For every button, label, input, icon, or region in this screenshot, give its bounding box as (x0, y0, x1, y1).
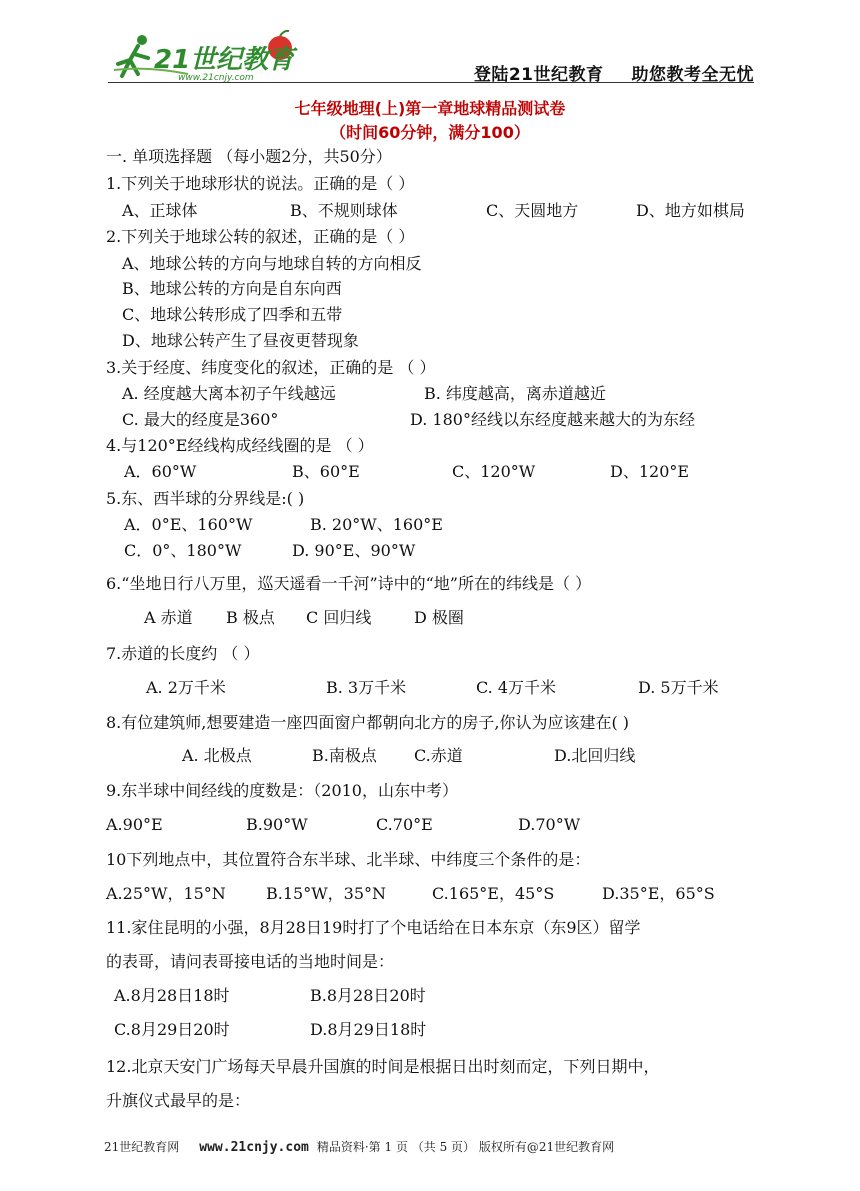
option[interactable]: C.赤道 (414, 746, 463, 765)
option[interactable]: D、120°E (610, 462, 690, 481)
option[interactable]: D.8月29日18时 (310, 1020, 427, 1039)
option[interactable]: B.15°W，35°N (266, 884, 387, 903)
question-stem: 12.北京天安门广场每天早晨升国旗的时间是根据日出时刻而定，下列日期中， (106, 1057, 660, 1076)
option[interactable]: A．0°E、160°W (124, 515, 253, 534)
option[interactable]: A.90°E (106, 815, 163, 834)
option[interactable]: B 极点 (226, 608, 275, 627)
option[interactable]: D.35°E，65°S (602, 884, 715, 903)
option[interactable]: A.25°W，15°N (106, 884, 226, 903)
option[interactable]: B、60°E (292, 462, 360, 481)
option[interactable]: D 极圈 (414, 608, 464, 627)
question-stem-continued: 升旗仪式最早的是： (106, 1091, 251, 1110)
option[interactable]: B.90°W (246, 815, 308, 834)
option[interactable]: B. 20°W、160°E (310, 515, 443, 534)
option[interactable]: C．0°、180°W (124, 541, 242, 560)
option[interactable]: A、地球公转的方向与地球自转的方向相反 (122, 254, 422, 273)
option[interactable]: A. 经度越大离本初子午线越远 (122, 384, 336, 403)
svg-text:21世纪教育: 21世纪教育 (154, 45, 295, 75)
page-header (108, 28, 754, 84)
option[interactable]: D.70°W (518, 815, 581, 834)
option[interactable]: D、地球公转产生了昼夜更替现象 (122, 331, 359, 350)
question-stem: 8.有位建筑师,想要建造一座四面窗户都朝向北方的房子,你认为应该建在( ) (106, 713, 630, 732)
site-logo[interactable] (108, 30, 308, 82)
option[interactable]: C、地球公转形成了四季和五带 (122, 305, 343, 324)
question-stem: 7.赤道的长度约 （ ） (106, 644, 260, 663)
svg-text:www.21cnjy.com: www.21cnjy.com (178, 73, 254, 82)
option[interactable]: C.70°E (376, 815, 433, 834)
footer-site: 21世纪教育网 (104, 1140, 180, 1154)
option[interactable]: C.8月29日20时 (114, 1020, 230, 1039)
question-stem: 3.关于经度、纬度变化的叙述，正确的是 （ ） (106, 358, 436, 377)
question-stem: 11.家住昆明的小强，8月28日19时打了个电话给在日本东京（东9区）留学 (106, 918, 641, 937)
header-slogan-tagline: 助您教考全无忧 (631, 65, 754, 85)
option[interactable]: B. 3万千米 (326, 678, 407, 697)
question-stem-continued: 的表哥，请问表哥接电话的当地时间是： (106, 952, 395, 971)
option[interactable]: C 回归线 (306, 608, 372, 627)
option[interactable]: C. 4万千米 (476, 678, 557, 697)
option[interactable]: A、正球体 (122, 201, 198, 220)
footer-page-info: 精品资料·第 1 页 （共 5 页） 版权所有@21世纪教育网 (316, 1140, 615, 1154)
option[interactable]: B.南极点 (312, 746, 377, 765)
question-stem: 10下列地点中，其位置符合东半球、北半球、中纬度三个条件的是： (106, 850, 591, 869)
page-footer (104, 1138, 620, 1155)
option[interactable]: B. 纬度越高，离赤道越近 (424, 384, 606, 403)
option[interactable]: D. 180°经线以东经度越来越大的为东经 (410, 410, 695, 429)
option[interactable]: D. 90°E、90°W (292, 541, 416, 560)
page-subtitle: （时间60分钟，满分100） (330, 123, 530, 142)
question-stem: 1.下列关于地球形状的说法。正确的是（ ） (106, 174, 415, 193)
option[interactable]: D.北回归线 (554, 746, 636, 765)
option[interactable]: C、天圆地方 (486, 201, 579, 220)
option[interactable]: A.8月28日18时 (114, 986, 230, 1005)
section-heading: 一. 单项选择题 （每小题2分，共50分） (106, 147, 392, 166)
question-stem: 4.与120°E经线构成经线圈的是 （ ） (106, 436, 374, 455)
option[interactable]: D、地方如棋局 (636, 201, 745, 220)
question-stem: 2.下列关于地球公转的叙述，正确的是（ ） (106, 227, 415, 246)
header-slogan-login[interactable]: 登陆21世纪教育 (473, 65, 604, 85)
option[interactable]: B、地球公转的方向是自东向西 (122, 279, 342, 298)
option[interactable]: B、不规则球体 (290, 201, 398, 220)
page-title: 七年级地理(上)第一章地球精品测试卷 (294, 99, 566, 118)
option[interactable]: A. 北极点 (182, 746, 252, 765)
option[interactable]: B.8月28日20时 (310, 986, 426, 1005)
option[interactable]: A 赤道 (144, 608, 193, 627)
option[interactable]: D. 5万千米 (638, 678, 719, 697)
header-divider (108, 82, 754, 83)
option[interactable]: C. 最大的经度是360° (122, 410, 279, 429)
option[interactable]: A. 2万千米 (146, 678, 226, 697)
option[interactable]: C、120°W (452, 462, 536, 481)
question-stem: 9.东半球中间经线的度数是：（2010，山东中考） (106, 781, 458, 800)
option[interactable]: C.165°E，45°S (432, 884, 555, 903)
question-stem: 6.“坐地日行八万里，巡天遥看一千河”诗中的“地”所在的纬线是（ ） (106, 574, 592, 593)
footer-url-link[interactable]: www.21cnjy.com (199, 1140, 309, 1155)
question-stem: 5.东、西半球的分界线是:( ) (106, 489, 305, 508)
option[interactable]: A．60°W (124, 462, 197, 481)
